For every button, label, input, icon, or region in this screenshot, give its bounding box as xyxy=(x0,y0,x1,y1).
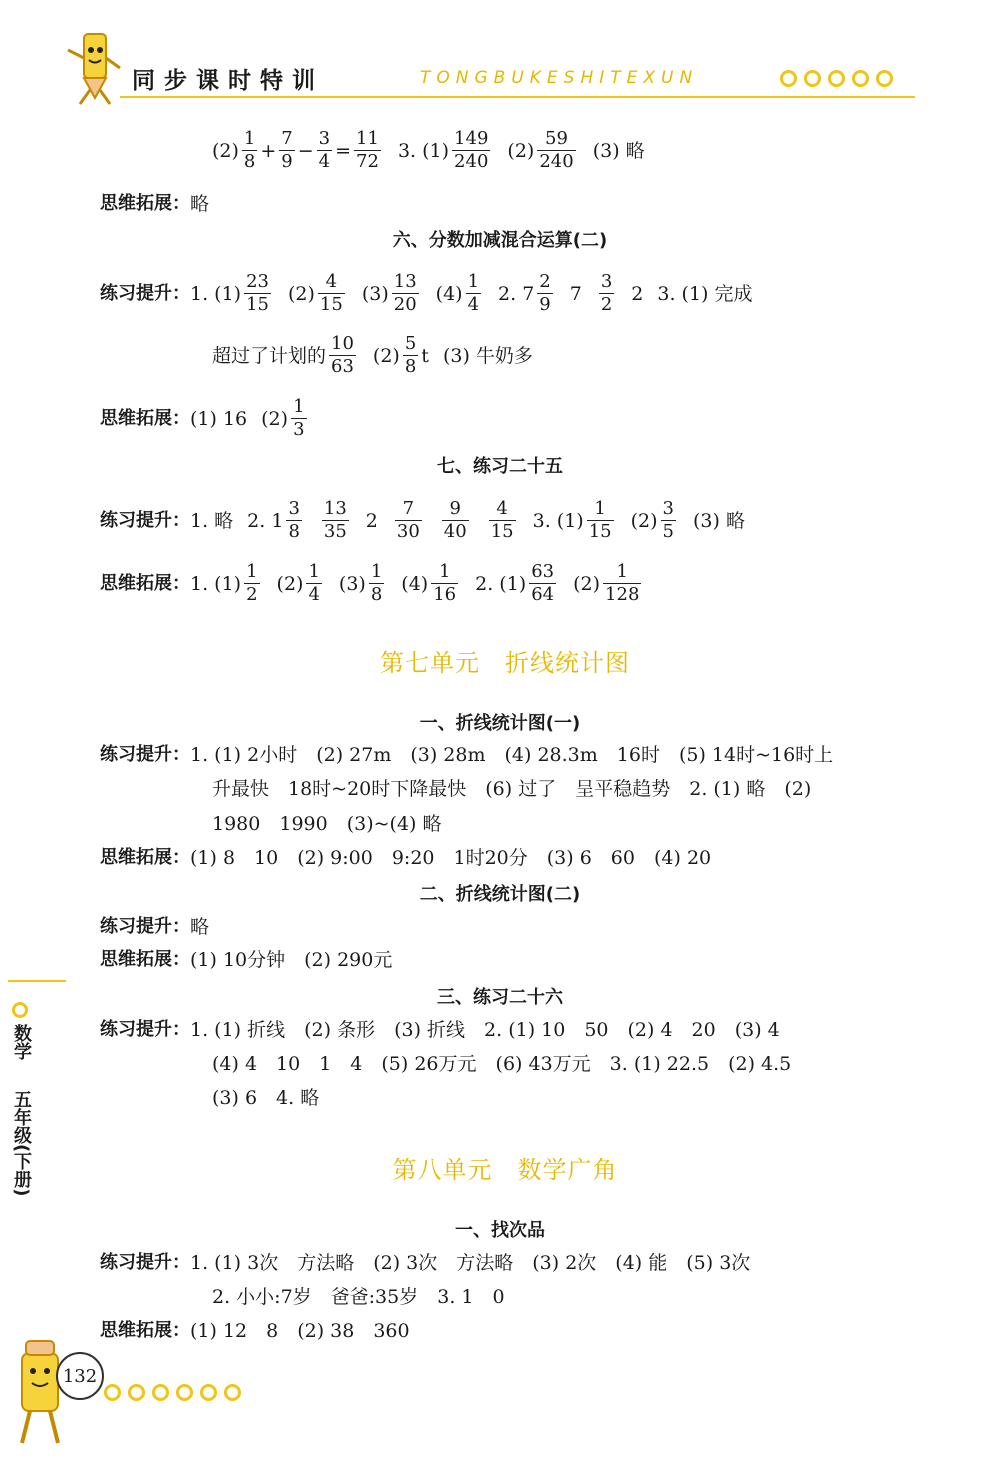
footer-circles xyxy=(104,1384,248,1401)
fraction: $\frac{59}{240}$ xyxy=(539,128,574,172)
practice-line-cont: (3) 6 4. 略 xyxy=(212,1087,320,1109)
header-title: 同步课时特训 xyxy=(132,68,324,94)
practice-line-cont: (4) 4 10 1 4 (5) 26万元 (6) 43万元 3. (1) 22.5 (2) 4.5 xyxy=(212,1053,792,1075)
practice-line: 练习提升： 1. (1) 2小时 (2) 27m (3) 28m (4) 28.3m 16时 (5) 14时~16时上 xyxy=(100,744,834,766)
section-title: 六、分数加减混合运算(二) xyxy=(392,230,608,251)
header-circles xyxy=(780,70,900,87)
thinking-line: 思维拓展： (1) 16 (2) $\frac{1}{3}$ xyxy=(100,396,305,440)
page-number-badge xyxy=(56,1352,104,1400)
thinking-line: 思维拓展： (1) 12 8 (2) 38 360 xyxy=(100,1320,410,1342)
page-number: 132 xyxy=(62,1365,98,1387)
thinking-line: 思维拓展： 略 xyxy=(100,193,210,215)
practice-line: 练习提升： 1. (1) 3次 方法略 (2) 3次 方法略 (3) 2次 (4) 能 (5) 3次 xyxy=(100,1252,751,1274)
mascot-pencil-icon xyxy=(62,28,124,106)
thinking-line: 思维拓展： (1) 8 10 (2) 9:00 9:20 1时20分 (3) 6 60 (4) 20 xyxy=(100,847,712,869)
practice-line-cont: 1980 1990 (3)~(4) 略 xyxy=(212,813,442,835)
section-title: 一、找次品 xyxy=(455,1220,545,1241)
fraction: $\frac{149}{240}$ xyxy=(454,128,489,172)
practice-line: 练习提升： 1. (1) $\frac{23}{15}$ (2) $\frac{4}{15}$ (3) $\frac{13}{20}$ (4) $\frac{1}{4}$ 2. 7 $\frac{2}{9}$ 7 $\frac{3}{2}$ 2 3. (1) 完成 xyxy=(100,271,753,315)
header-rule xyxy=(120,96,915,98)
answer-line: (2) $\frac{1}{8}$ + $\frac{7}{9}$ − $\frac{3}{4}$ = $\frac{11}{72}$ 3. (1) $\frac{149}{240}$ (2) $\frac{59}{240}$ (3) 略 xyxy=(212,128,645,172)
side-subject: 数学 xyxy=(11,1024,32,1060)
circle-bullet-icon xyxy=(12,1002,28,1018)
fraction: $\frac{3}{4}$ xyxy=(318,128,331,172)
side-rule xyxy=(8,980,66,982)
practice-line-cont: 超过了计划的 $\frac{10}{63}$ (2) $\frac{5}{8}$ t (3) 牛奶多 xyxy=(212,333,533,377)
practice-line: 练习提升： 略 xyxy=(100,916,210,938)
fraction: $\frac{7}{9}$ xyxy=(281,128,293,172)
section-title: 一、折线统计图(一) xyxy=(419,713,581,734)
practice-line: 练习提升： 1. (1) 折线 (2) 条形 (3) 折线 2. (1) 10 50 (2) 4 20 (3) 4 xyxy=(100,1019,780,1041)
section-title: 三、练习二十六 xyxy=(437,987,563,1008)
header-subtitle: TONGBUKESHITEXUN xyxy=(420,68,699,88)
fraction: $\frac{11}{72}$ xyxy=(356,128,379,172)
section-title: 二、折线统计图(二) xyxy=(419,884,581,905)
side-grade: 五年级(下册) xyxy=(11,1090,32,1197)
section-title: 七、练习二十五 xyxy=(437,456,563,477)
header xyxy=(0,0,1000,110)
fraction: $\frac{1}{8}$ xyxy=(243,128,256,172)
thinking-line: 思维拓展： (1) 10分钟 (2) 290元 xyxy=(100,949,393,971)
side-tab xyxy=(0,980,70,1230)
unit-title: 第八单元 数学广角 xyxy=(392,1156,618,1184)
practice-line-cont: 升最快 18时~20时下降最快 (6) 过了 呈平稳趋势 2. (1) 略 (2) xyxy=(212,778,812,800)
thinking-line: 思维拓展： 1. (1) $\frac{1}{2}$ (2) $\frac{1}{4}$ (3) $\frac{1}{8}$ (4) $\frac{1}{16}$ 2. (1) $\frac{63}{64}$ (2) $\frac{1}{128}$ xyxy=(100,561,640,605)
practice-line: 练习提升： 1. 略 2. 1 $\frac{3}{8}$ $\frac{13}{35}$ 2 $\frac{7}{30}$ $\frac{9}{40}$ $\frac{4}{15}$ 3. (1) $\frac{1}{15}$ (2) $\frac{3}{5}$ (3) 略 xyxy=(100,498,745,542)
unit-title: 第七单元 折线统计图 xyxy=(380,649,630,677)
practice-line-cont: 2. 小小:7岁 爸爸:35岁 3. 1 0 xyxy=(212,1286,505,1308)
